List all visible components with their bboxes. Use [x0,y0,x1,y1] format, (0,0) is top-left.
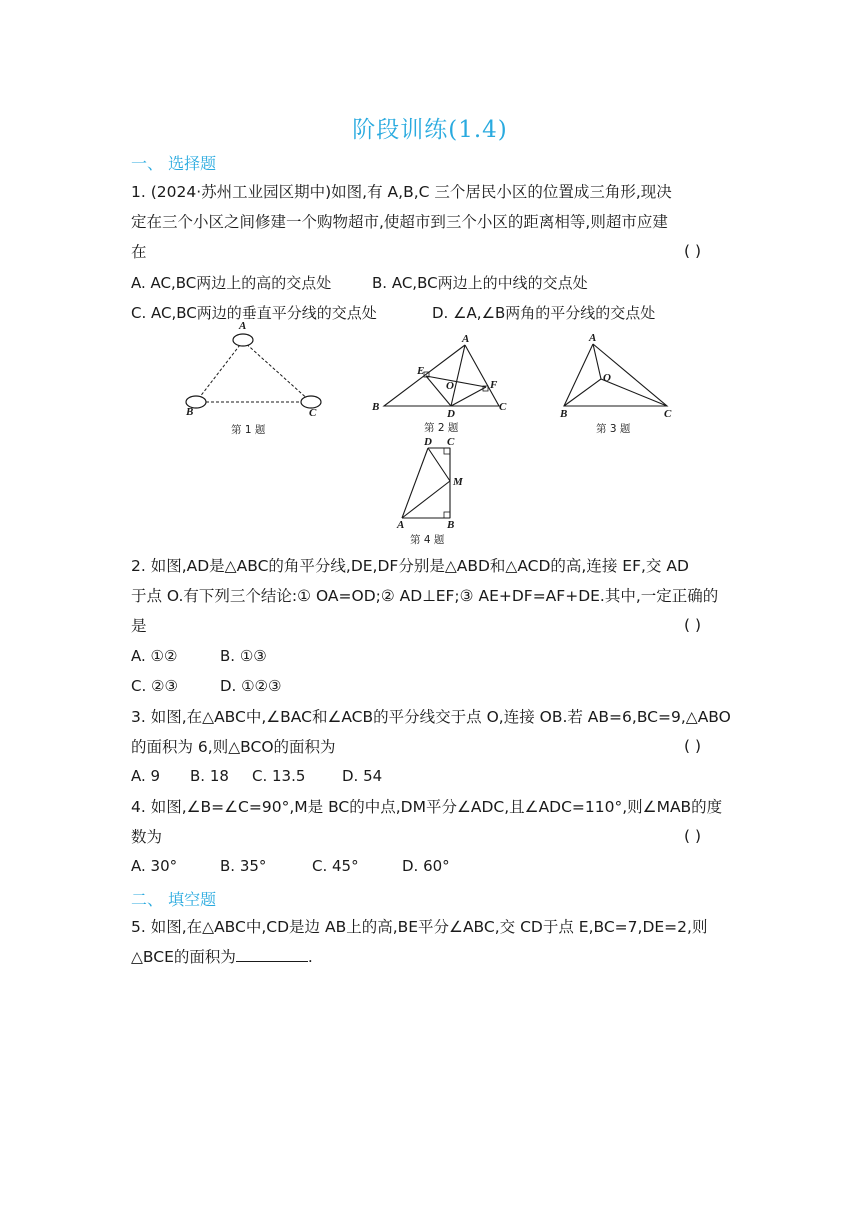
figure-1 [186,334,321,408]
q3-line1: 3. 如图,在△ABC中,∠BAC和∠ACB的平分线交于点 O,连接 OB.若 AB=6,BC=9,△ABO [131,708,731,726]
figure-4 [402,448,450,518]
section-heading-choice: 一、 选择题 [131,154,217,173]
fig2-label-o: O [446,380,454,392]
fig4-caption: 第 4 题 [410,534,445,546]
q2-line1: 2. 如图,AD是△ABC的角平分线,DE,DF分别是△ABD和△ACD的高,连接 EF,交 AD [131,557,689,575]
q5-answer-blank[interactable] [236,947,308,962]
fig4-label-d: D [424,436,432,448]
fig3-label-b: B [560,408,568,420]
fig4-label-a: A [397,519,405,531]
q4-option-c: C. 45° [312,857,359,875]
fig4-label-b: B [447,519,455,531]
fig1-caption: 第 1 题 [231,424,266,436]
fig2-label-f: F [490,379,498,391]
q4-option-b: B. 35° [220,857,267,875]
q4-option-a: A. 30° [131,857,178,875]
q1-option-c: C. AC,BC两边的垂直平分线的交点处 [131,304,377,322]
fig3-caption: 第 3 题 [596,423,631,435]
q5-line2: △BCE的面积为 [131,948,236,966]
q3-answer-paren: ( ) [684,737,702,755]
fig2-caption: 第 2 题 [424,422,459,434]
q4-answer-paren: ( ) [684,827,702,845]
q3-option-d: D. 54 [342,767,383,785]
q3-option-b: B. 18 [190,767,229,785]
q1-option-a: A. AC,BC两边上的高的交点处 [131,274,332,292]
q1-line1: 1. (2024·苏州工业园区期中)如图,有 A,B,C 三个居民小区的位置成三角形,现决 [131,183,672,201]
fig2-label-b: B [372,401,380,413]
fig1-label-c: C [309,407,317,419]
q5-line2-end: . [307,948,313,966]
q1-line2: 定在三个小区之间修建一个购物超市,使超市到三个小区的距离相等,则超市应建 [131,213,668,231]
fig3-label-a: A [589,332,597,344]
circle-a-icon [233,334,253,346]
q2-line2: 于点 O.有下列三个结论:① OA=OD;② AD⊥EF;③ AE+DF=AF+DE.其中,一定正确的 [131,587,719,605]
fig2-label-c: C [499,401,507,413]
q4-option-d: D. 60° [402,857,450,875]
q5-line1: 5. 如图,在△ABC中,CD是边 AB上的高,BE平分∠ABC,交 CD于点 E,BC=7,DE=2,则 [131,918,708,936]
q3-option-c: C. 13.5 [252,767,306,785]
q4-line2: 数为 [131,828,163,846]
q3-option-a: A. 9 [131,767,161,785]
figure-3 [564,344,667,406]
q2-answer-paren: ( ) [684,616,702,634]
fig3-label-c: C [664,408,672,420]
q4-line1: 4. 如图,∠B=∠C=90°,M是 BC的中点,DM平分∠ADC,且∠ADC=110°,则∠MAB的度 [131,798,723,816]
q2-option-a: A. ①② [131,647,178,665]
fig2-label-e: E [417,365,425,377]
fig3-label-o: O [603,372,611,384]
q2-option-d: D. ①②③ [220,677,282,695]
q1-line3: 在 [131,243,147,261]
page-title: 阶段训练(1.4) [352,117,508,143]
q1-option-d: D. ∠A,∠B两角的平分线的交点处 [432,304,656,322]
fig4-label-c: C [447,436,455,448]
q5-line2-wrap [131,947,731,967]
q2-line3: 是 [131,617,147,635]
fig2-label-d: D [447,408,455,420]
q2-option-b: B. ①③ [220,647,267,665]
figure-2 [384,345,499,406]
q3-line2: 的面积为 6,则△BCO的面积为 [131,738,336,756]
q2-option-c: C. ②③ [131,677,178,695]
fig1-label-b: B [186,406,194,418]
fig4-label-m: M [453,476,463,488]
q1-answer-paren: ( ) [684,242,702,260]
fig2-label-a: A [462,333,470,345]
fig1-label-a: A [239,320,247,332]
q1-option-b: B. AC,BC两边上的中线的交点处 [372,274,588,292]
section-heading-fill: 二、 填空题 [131,890,217,909]
